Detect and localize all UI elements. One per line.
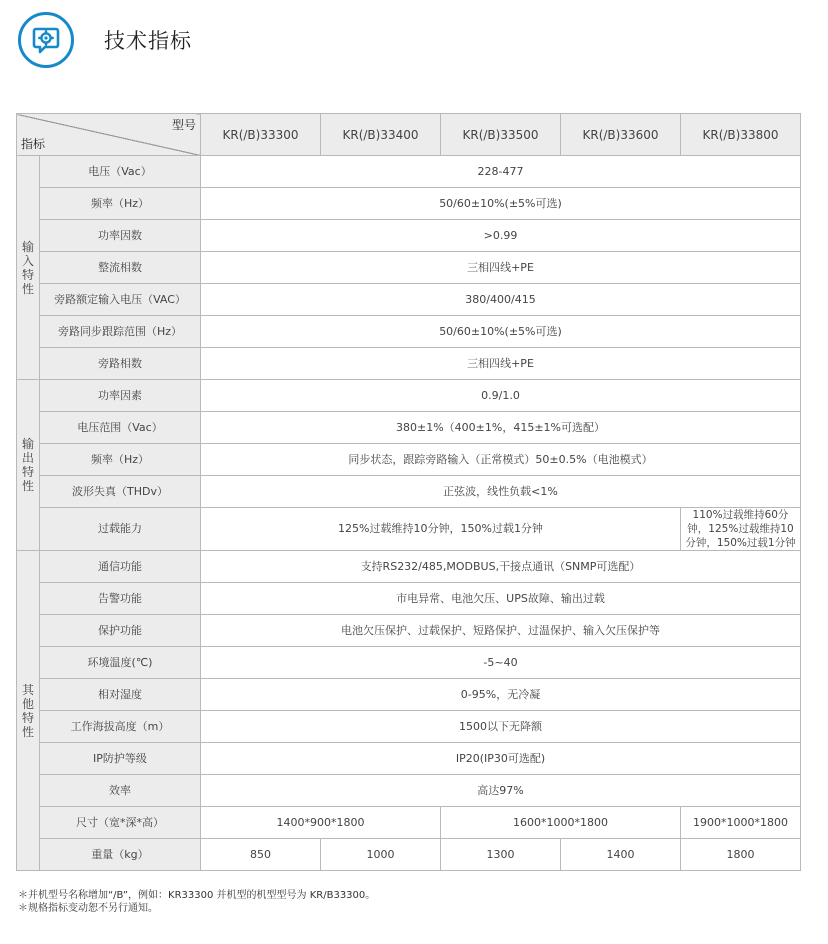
category-input: 输 入 特 性	[17, 156, 40, 380]
row-label: 电压范围（Vac）	[40, 412, 201, 444]
row-value: 市电异常、电池欠压、UPS故障、输出过载	[201, 583, 801, 615]
row-label: 效率	[40, 775, 201, 807]
category-output: 输 出 特 性	[17, 380, 40, 551]
row-label: 波形失真（THDv）	[40, 476, 201, 508]
table-row	[17, 316, 801, 348]
page-header	[18, 8, 192, 72]
row-value: 正弦波，线性负载<1%	[201, 476, 801, 508]
table-row	[17, 220, 801, 252]
footnotes	[18, 889, 375, 915]
row-label: IP防护等级	[40, 743, 201, 775]
row-value: 同步状态，跟踪旁路输入（正常模式）50±0.5%（电池模式）	[201, 444, 801, 476]
table-row	[17, 156, 801, 188]
row-value-last: 110%过载维持60分钟，125%过载维持10分钟，150%过载1分钟	[681, 508, 801, 551]
row-label: 频率（Hz）	[40, 188, 201, 220]
corner-index-label: 指标	[21, 137, 46, 151]
row-label: 电压（Vac）	[40, 156, 201, 188]
table-row	[17, 348, 801, 380]
row-value: 1900*1000*1800	[681, 807, 801, 839]
model-header: KR(/B)33300	[201, 114, 321, 156]
row-label: 相对湿度	[40, 679, 201, 711]
row-value: 0-95%，无冷凝	[201, 679, 801, 711]
model-header: KR(/B)33600	[561, 114, 681, 156]
table-row	[17, 284, 801, 316]
table-row	[17, 743, 801, 775]
row-label: 旁路额定输入电压（VAC）	[40, 284, 201, 316]
row-label: 重量（kg）	[40, 839, 201, 871]
table-row	[17, 583, 801, 615]
row-value: 1600*1000*1800	[441, 807, 681, 839]
row-label: 环境温度(℃)	[40, 647, 201, 679]
table-row	[17, 679, 801, 711]
row-label: 尺寸（宽*深*高）	[40, 807, 201, 839]
row-label: 工作海拔高度（m）	[40, 711, 201, 743]
row-label: 旁路相数	[40, 348, 201, 380]
row-value: >0.99	[201, 220, 801, 252]
row-label: 告警功能	[40, 583, 201, 615]
row-label: 功率因数	[40, 220, 201, 252]
row-value: 850	[201, 839, 321, 871]
table-row	[17, 252, 801, 284]
table-row	[17, 615, 801, 647]
row-value: IP20(IP30可选配)	[201, 743, 801, 775]
table-corner-cell	[17, 114, 201, 156]
model-header: KR(/B)33800	[681, 114, 801, 156]
row-label: 通信功能	[40, 551, 201, 583]
row-value: 50/60±10%(±5%可选)	[201, 316, 801, 348]
model-header: KR(/B)33400	[321, 114, 441, 156]
row-value: 电池欠压保护、过载保护、短路保护、过温保护、输入欠压保护等	[201, 615, 801, 647]
footnote: ＊并机型号名称增加“/B”，例如：KR33300 并机型的机型型号为 KR/B33300。	[18, 890, 376, 901]
row-value: 1400	[561, 839, 681, 871]
table-row	[17, 380, 801, 412]
row-label: 保护功能	[40, 615, 201, 647]
spec-table	[16, 113, 801, 871]
row-label: 功率因素	[40, 380, 201, 412]
page-title: 技术指标	[104, 29, 192, 53]
table-row	[17, 508, 801, 551]
row-value: 支持RS232/485,MODBUS,干接点通讯（SNMP可选配）	[201, 551, 801, 583]
row-value: 1000	[321, 839, 441, 871]
model-header: KR(/B)33500	[441, 114, 561, 156]
corner-model-label: 型号	[171, 118, 196, 132]
row-value: 228-477	[201, 156, 801, 188]
table-row	[17, 412, 801, 444]
row-label: 过载能力	[40, 508, 201, 551]
gear-chat-icon	[18, 12, 74, 68]
row-value: 高达97%	[201, 775, 801, 807]
table-row	[17, 807, 801, 839]
row-value: 1500以下无降额	[201, 711, 801, 743]
table-row	[17, 551, 801, 583]
table-row	[17, 476, 801, 508]
footnote: ＊规格指标变动恕不另行通知。	[18, 903, 158, 914]
table-header-row	[17, 114, 801, 156]
row-value: 380±1%（400±1%，415±1%可选配）	[201, 412, 801, 444]
row-value: 380/400/415	[201, 284, 801, 316]
table-row	[17, 711, 801, 743]
row-value: 125%过载维持10分钟，150%过载1分钟	[201, 508, 681, 551]
category-other: 其 他 特 性	[17, 551, 40, 871]
row-value: 1300	[441, 839, 561, 871]
row-label: 频率（Hz）	[40, 444, 201, 476]
row-label: 整流相数	[40, 252, 201, 284]
row-value: 1800	[681, 839, 801, 871]
table-row	[17, 839, 801, 871]
table-row	[17, 775, 801, 807]
row-value: 0.9/1.0	[201, 380, 801, 412]
row-value: 三相四线+PE	[201, 252, 801, 284]
row-value: -5~40	[201, 647, 801, 679]
row-value: 1400*900*1800	[201, 807, 441, 839]
row-value: 50/60±10%(±5%可选)	[201, 188, 801, 220]
table-row	[17, 188, 801, 220]
row-value: 三相四线+PE	[201, 348, 801, 380]
row-label: 旁路同步跟踪范围（Hz）	[40, 316, 201, 348]
table-row	[17, 444, 801, 476]
table-row	[17, 647, 801, 679]
